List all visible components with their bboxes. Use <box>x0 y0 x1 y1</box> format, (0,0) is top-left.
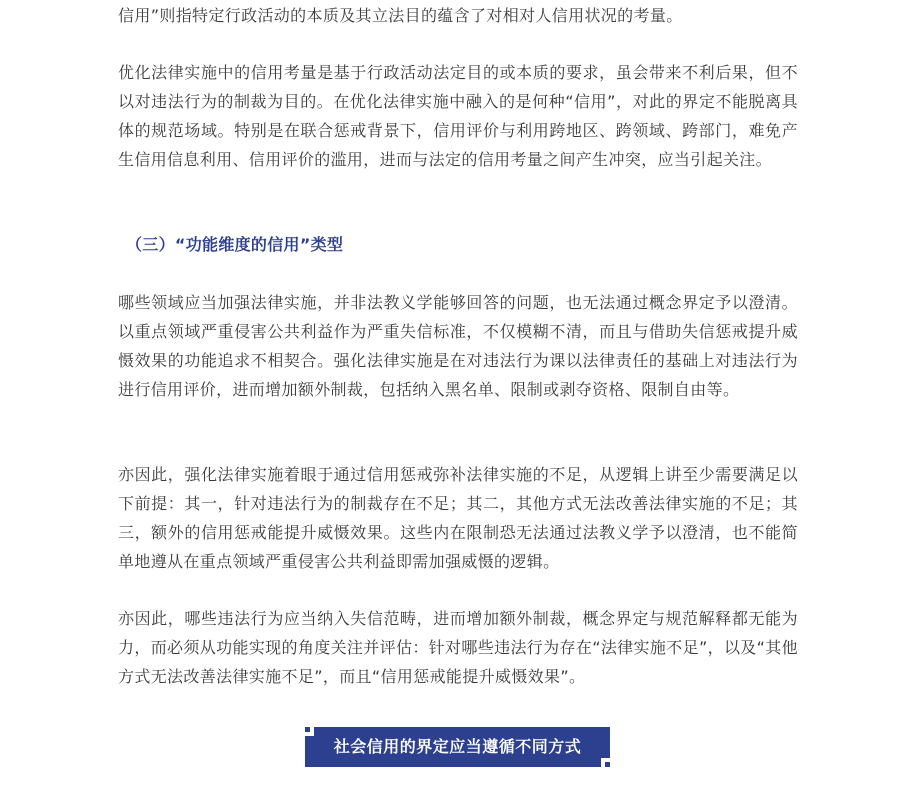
banner-corner-mark-bottom-right <box>605 762 610 767</box>
banner-corner-mark-top-left <box>305 727 310 732</box>
paragraph-1: 信用”则指特定行政活动的本质及其立法目的蕴含了对相对人信用状况的考量。 <box>118 6 683 25</box>
paragraph-3: 哪些领域应当加强法律实施，并非法教义学能够回答的问题，也无法通过概念界定予以澄清。以重点领域严重侵害公共利益作为严重失信标准，不仅模糊不清，而且与借助失信惩戒提升威慑效果的功能追求不相契合。强化法律实施是在对违法行为课以法律责任的基础上对违法行为进行信用评价，进而增加额外制裁，包括纳入黑名单、限制或剥夺资格、限制自由等。 <box>118 293 798 399</box>
section-heading: （三）“功能维度的信用”类型 <box>126 235 344 254</box>
paragraph-4: 亦因此，强化法律实施着眼于通过信用惩戒弥补法律实施的不足，从逻辑上讲至少需要满足以下前提：其一，针对违法行为的制裁存在不足；其二，其他方式无法改善法律实施的不足；其三，额外的信用惩戒能提升威慑效果。这些内在限制恐无法通过法教义学予以澄清，也不能简单地遵从在重点领域严重侵害公共利益即需加强威慑的逻辑。 <box>118 465 798 571</box>
paragraph-2: 优化法律实施中的信用考量是基于行政活动法定目的或本质的要求，虽会带来不利后果，但不以对违法行为的制裁为目的。在优化法律实施中融入的是何种“信用”，对此的界定不能脱离具体的规范场域。特别是在联合惩戒背景下，信用评价与利用跨地区、跨领域、跨部门，难免产生信用信息利用、信用评价的滥用，进而与法定的信用考量之间产生冲突，应当引起关注。 <box>118 63 798 169</box>
banner-title: 社会信用的界定应当遵循不同方式 <box>305 727 610 767</box>
section-banner <box>305 727 610 767</box>
paragraph-5: 亦因此，哪些违法行为应当纳入失信范畴，进而增加额外制裁，概念界定与规范解释都无能为力，而必须从功能实现的角度关注并评估：针对哪些违法行为存在“法律实施不足”，以及“其他方式无法改善法律实施不足”，而且“信用惩戒能提升威慑效果”。 <box>118 609 798 686</box>
